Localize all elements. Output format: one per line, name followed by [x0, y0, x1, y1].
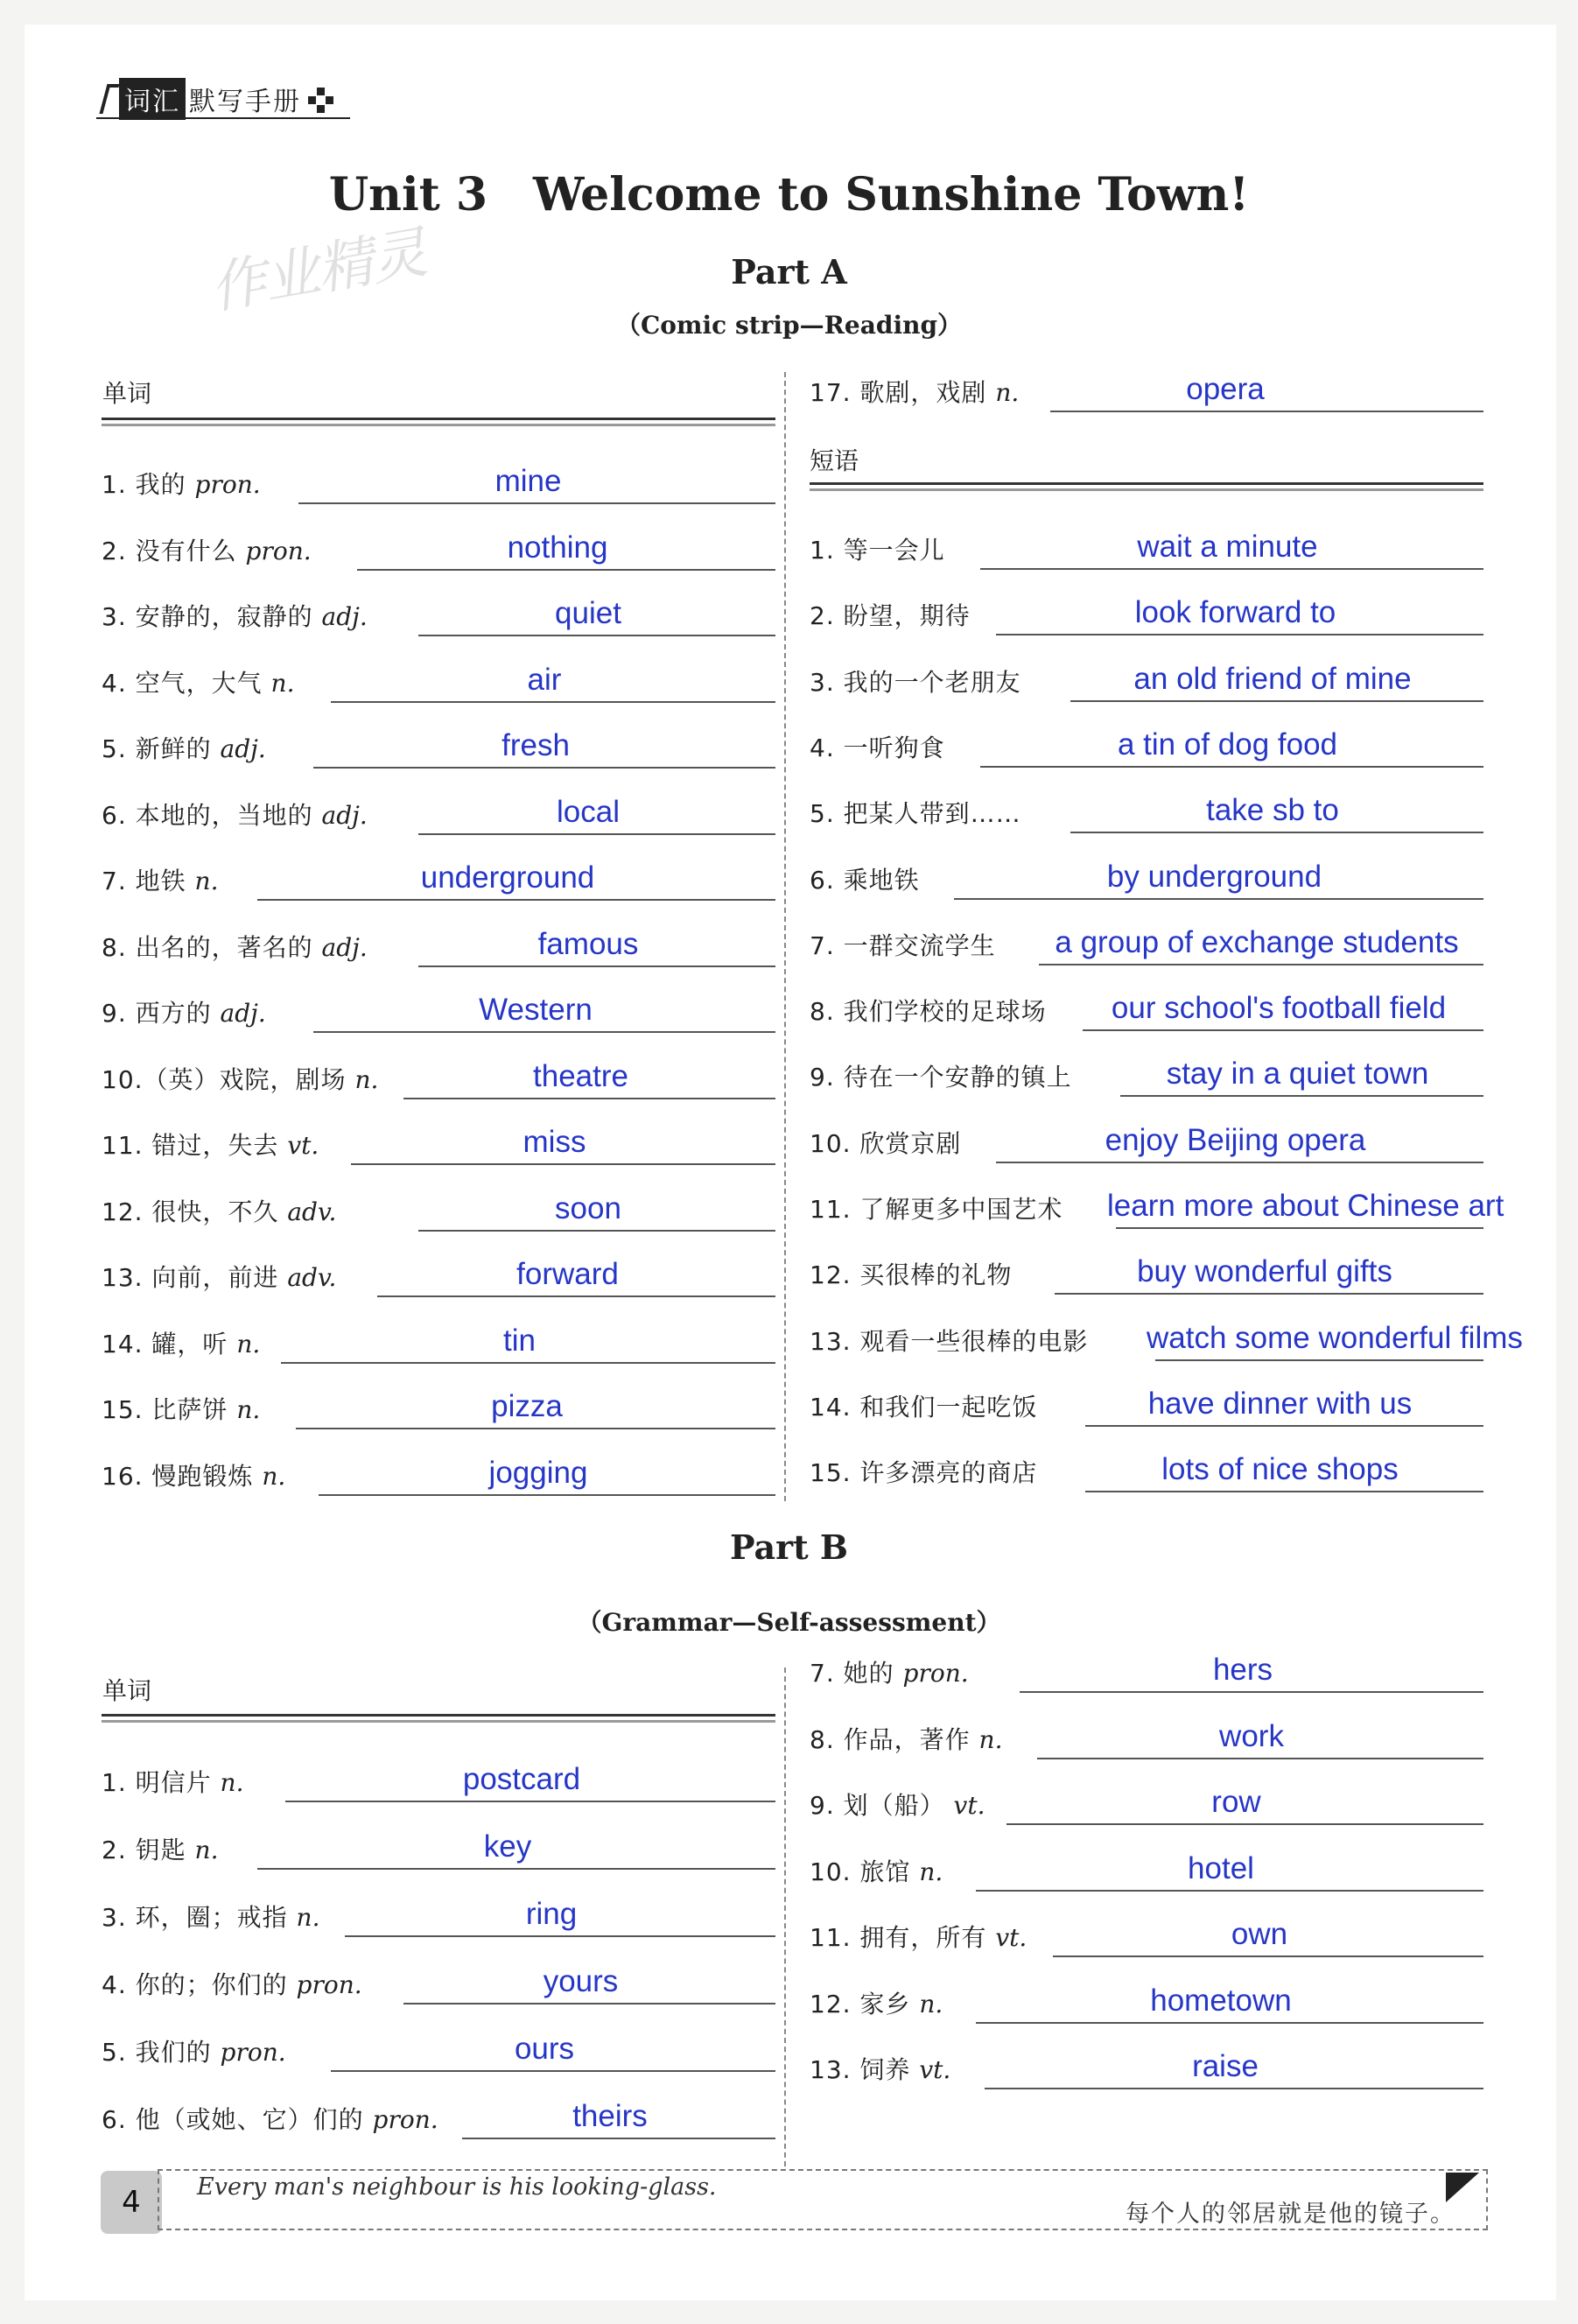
item-chinese: 1. 明信片 — [102, 1768, 221, 1797]
item-label — [102, 1391, 260, 1426]
handwritten-answer: tin — [503, 1323, 536, 1358]
part-of-speech: vt. — [953, 1791, 985, 1820]
item-label — [102, 1831, 218, 1866]
item-chinese: 7. 一群交流学生 — [810, 930, 996, 960]
word-item — [102, 1183, 775, 1235]
word-item — [102, 852, 775, 904]
word-item — [102, 1753, 775, 1806]
handwritten-answer: buy wonderful gifts — [1137, 1254, 1392, 1289]
handwritten-answer: have dinner with us — [1147, 1386, 1413, 1421]
handbook-badge — [103, 79, 336, 119]
answer-blank-line[interactable] — [1050, 411, 1483, 412]
footer-quote-english: Every man's neighbour is his looking-glass. — [197, 2173, 717, 2201]
word-item — [102, 720, 775, 772]
phrase-item — [810, 1180, 1504, 1232]
answer-blank-line[interactable] — [313, 767, 775, 769]
answer-blank-line[interactable] — [313, 1031, 775, 1033]
answer-blank-line[interactable] — [1083, 1029, 1483, 1031]
handwritten-answer: local — [557, 794, 620, 829]
item-label — [810, 1058, 1072, 1093]
word-item — [810, 2040, 1483, 2093]
item-chinese: 5. 新鲜的 — [102, 734, 221, 763]
item-chinese: 11. 了解更多中国艺术 — [810, 1195, 1063, 1224]
part-a-phrases-rule — [810, 482, 1483, 491]
item-label — [102, 2033, 286, 2068]
answer-blank-line[interactable] — [257, 899, 775, 901]
answer-blank-line[interactable] — [996, 634, 1483, 635]
word-item — [102, 1050, 775, 1103]
item-label — [810, 374, 1019, 409]
part-of-speech: n. — [919, 1989, 943, 2019]
item-chinese: 2. 盼望，期待 — [810, 601, 971, 631]
handwritten-answer: jogging — [488, 1455, 588, 1490]
answer-blank-line[interactable] — [331, 701, 775, 703]
handwritten-answer: watch some wonderful films — [1147, 1320, 1523, 1355]
answer-blank-line[interactable] — [976, 1890, 1483, 1892]
answer-blank-line[interactable] — [1037, 1758, 1483, 1759]
phrase-item — [810, 784, 1483, 837]
word-item — [102, 587, 775, 640]
item-label — [102, 1899, 319, 1934]
handwritten-answer: by underground — [1106, 859, 1322, 894]
item-label — [102, 1061, 378, 1096]
item-label — [102, 862, 218, 897]
phrase-item — [810, 1378, 1483, 1430]
item-label — [102, 664, 294, 699]
item-chinese: 4. 你的；你们的 — [102, 1970, 297, 1999]
answer-blank-line[interactable] — [281, 1362, 775, 1364]
answer-blank-line[interactable] — [1020, 1691, 1483, 1693]
handwritten-answer: learn more about Chinese art — [1107, 1189, 1504, 1223]
item-label — [810, 1125, 961, 1160]
answer-blank-line[interactable] — [319, 1494, 775, 1496]
item-label — [810, 1919, 1027, 1954]
part-of-speech: adj. — [321, 602, 368, 631]
part-of-speech: vt. — [995, 1923, 1027, 1952]
item-label — [810, 993, 1047, 1028]
handwritten-answer: raise — [1192, 2049, 1259, 2083]
item-label — [102, 1127, 319, 1162]
answer-blank-line[interactable] — [996, 1162, 1483, 1163]
answer-blank-line[interactable] — [1070, 832, 1483, 833]
page-number: 4 — [101, 2171, 162, 2234]
item-label — [102, 797, 368, 832]
item-chinese: 9. 待在一个安静的镇上 — [810, 1063, 1072, 1092]
part-of-speech: adv. — [287, 1197, 337, 1226]
answer-blank-line[interactable] — [403, 1098, 775, 1099]
item-label — [810, 1787, 985, 1822]
answer-blank-line[interactable] — [418, 635, 775, 636]
phrase-item — [810, 851, 1483, 903]
item-label — [102, 532, 312, 567]
item-chinese: 15. 比萨饼 — [102, 1395, 237, 1424]
item-chinese: 2. 没有什么 — [102, 536, 246, 565]
part-of-speech: n. — [220, 1768, 244, 1797]
word-item — [102, 2090, 775, 2143]
part-of-speech: pron. — [245, 536, 312, 565]
handwritten-answer: yours — [543, 1964, 619, 1998]
phrase-item — [810, 1048, 1483, 1100]
part-of-speech: pron. — [194, 470, 261, 499]
item-label — [810, 1853, 943, 1888]
part-of-speech: n. — [236, 1329, 261, 1359]
handwritten-answer: our school's football field — [1111, 991, 1447, 1026]
word-item — [102, 984, 775, 1036]
part-a-phrases-heading: 短语 — [810, 446, 859, 475]
handwritten-answer: key — [483, 1829, 532, 1864]
phrase-item — [810, 719, 1483, 771]
part-of-speech: n. — [354, 1064, 379, 1094]
word-item — [810, 1908, 1483, 1961]
handwritten-answer: row — [1211, 1785, 1261, 1819]
answer-blank-line[interactable] — [1055, 1293, 1483, 1295]
part-of-speech: n. — [236, 1395, 261, 1424]
item-label — [810, 531, 945, 566]
handwritten-answer: famous — [537, 926, 639, 961]
word-item — [102, 2023, 775, 2075]
answer-blank-line[interactable] — [1085, 1491, 1483, 1492]
part-of-speech: n. — [995, 378, 1020, 407]
badge-text: 默写手册 — [189, 87, 301, 117]
part-of-speech: vt. — [287, 1131, 319, 1160]
handwritten-answer: opera — [1186, 372, 1265, 406]
word-item — [810, 1975, 1483, 2027]
part-of-speech: adj. — [220, 734, 266, 763]
answer-blank-line[interactable] — [1116, 1227, 1483, 1229]
part-of-speech: pron. — [372, 2105, 438, 2134]
item-chinese: 4. 空气，大气 — [102, 668, 271, 698]
item-label — [810, 1454, 1037, 1489]
handwritten-answer: work — [1219, 1718, 1284, 1753]
watermark: 作业精灵 — [205, 220, 431, 322]
item-chinese: 1. 我的 — [102, 470, 195, 499]
answer-blank-line[interactable] — [985, 2088, 1483, 2089]
handwritten-answer: nothing — [507, 530, 608, 565]
item-chinese: 11. 拥有，所有 — [810, 1923, 996, 1952]
handwritten-answer: miss — [522, 1125, 586, 1159]
answer-blank-line[interactable] — [980, 568, 1483, 570]
item-chinese: 2. 钥匙 — [102, 1836, 195, 1864]
word-item — [102, 522, 775, 574]
answer-blank-line[interactable] — [357, 569, 775, 571]
part-of-speech: n. — [262, 1461, 286, 1491]
handwritten-answer: wait a minute — [1137, 530, 1318, 564]
answer-blank-line[interactable] — [1085, 1425, 1483, 1427]
word-item — [102, 1315, 775, 1367]
part-b-words-heading: 单词 — [102, 1676, 152, 1705]
part-of-speech: pron. — [296, 1970, 362, 1999]
answer-blank-line[interactable] — [285, 1801, 775, 1802]
answer-blank-line[interactable] — [418, 833, 775, 835]
item-label — [102, 466, 261, 501]
checker-icon — [306, 84, 336, 114]
handwritten-answer: fresh — [501, 728, 570, 762]
item-label — [102, 598, 368, 633]
word-item — [102, 918, 775, 971]
phrase-item — [810, 916, 1483, 969]
item-chinese: 6. 他（或她、它）们的 — [102, 2105, 373, 2134]
phrase-item — [810, 982, 1483, 1035]
item-label — [810, 1323, 1088, 1358]
item-label — [810, 1654, 969, 1689]
handwritten-answer: hometown — [1150, 1983, 1292, 2018]
item-chinese: 5. 我们的 — [102, 2038, 221, 2067]
answer-blank-line[interactable] — [1070, 700, 1483, 702]
item-label — [810, 1256, 1012, 1291]
item-chinese: 8. 出名的，著名的 — [102, 932, 322, 962]
footer-quote-chinese: 每个人的邻居就是他的镜子。 — [1126, 2201, 1455, 2228]
item-label — [810, 1985, 943, 2020]
handwritten-answer: lots of nice shops — [1161, 1452, 1399, 1487]
part-of-speech: pron. — [902, 1659, 969, 1688]
item-chinese: 15. 许多漂亮的商店 — [810, 1458, 1038, 1488]
word-item — [102, 1821, 775, 1873]
answer-blank-line[interactable] — [403, 2003, 775, 2005]
answer-blank-line[interactable] — [296, 1428, 775, 1429]
handwritten-answer: ours — [514, 2032, 575, 2066]
item-label — [102, 2101, 438, 2136]
phrase-item — [810, 1114, 1483, 1167]
answer-blank-line[interactable] — [1120, 1095, 1483, 1097]
word-item — [810, 1710, 1483, 1763]
part-b-subtitle: （Grammar—Self-assessment） — [577, 1608, 1001, 1637]
item-chinese: 3. 环，圈；戒指 — [102, 1903, 297, 1932]
handwritten-answer: enjoy Beijing opera — [1105, 1122, 1366, 1157]
item-label — [102, 1764, 243, 1799]
item-label — [810, 1190, 1063, 1225]
badge-underline — [96, 117, 350, 119]
handwritten-answer: theirs — [572, 2099, 648, 2133]
part-a-column-divider — [784, 372, 786, 1501]
word-item — [810, 1644, 1483, 1696]
item-label — [810, 861, 920, 896]
handwritten-answer: quiet — [555, 596, 621, 630]
item-chinese: 14. 和我们一起吃饭 — [810, 1392, 1038, 1422]
part-a-words-heading: 单词 — [102, 379, 152, 408]
word-item — [102, 1116, 775, 1169]
item-label — [810, 1721, 1002, 1756]
handwritten-answer: a group of exchange students — [1055, 924, 1459, 959]
item-label — [102, 1193, 336, 1228]
item-chinese: 13. 饲养 — [810, 2055, 920, 2084]
handwritten-answer: air — [527, 662, 562, 697]
word-item — [102, 1380, 775, 1433]
handwritten-answer: postcard — [462, 1762, 581, 1796]
handwritten-answer: Western — [479, 993, 593, 1027]
part-of-speech: n. — [194, 1836, 219, 1864]
item-chinese: 1. 等一会儿 — [810, 536, 945, 565]
item-label — [102, 1457, 285, 1492]
word-item — [102, 1955, 775, 2008]
item-chinese: 7. 她的 — [810, 1659, 903, 1688]
answer-blank-line[interactable] — [418, 965, 775, 967]
answer-blank-line[interactable] — [418, 1230, 775, 1232]
item-label — [102, 929, 368, 964]
word-item — [102, 1888, 775, 1941]
answer-blank-line[interactable] — [345, 1935, 775, 1937]
item-chinese: 10. 旅馆 — [810, 1857, 920, 1886]
part-b-title: Part B — [729, 1527, 849, 1567]
item-label — [102, 994, 266, 1029]
phrase-item — [810, 1443, 1483, 1496]
word-item — [810, 1843, 1483, 1895]
item-chinese: 10.（英）戏院，剧场 — [102, 1064, 355, 1094]
handwritten-answer: own — [1231, 1917, 1288, 1951]
word-item — [102, 654, 775, 706]
answer-blank-line[interactable] — [980, 766, 1483, 768]
item-label — [102, 1966, 362, 2001]
handwritten-answer: hotel — [1188, 1850, 1254, 1885]
handwritten-answer: mine — [494, 464, 562, 498]
handwritten-answer: an old friend of mine — [1133, 661, 1412, 696]
item-label — [810, 729, 945, 764]
item-label — [810, 597, 971, 632]
word-item — [810, 1776, 1483, 1829]
answer-blank-line[interactable] — [976, 2022, 1483, 2024]
phrase-item — [810, 1246, 1483, 1298]
part-b-words-rule — [102, 1714, 775, 1723]
item-chinese: 9. 划（船） — [810, 1791, 954, 1820]
item-label — [810, 927, 996, 962]
item-chinese: 17. 歌剧，戏剧 — [810, 378, 996, 407]
answer-blank-line[interactable] — [462, 2138, 775, 2139]
part-of-speech: n. — [296, 1903, 320, 1932]
answer-blank-line[interactable] — [1155, 1359, 1483, 1361]
badge-highlight: 词汇 — [119, 78, 186, 120]
answer-blank-line[interactable] — [331, 2070, 775, 2072]
item-chinese: 8. 我们学校的足球场 — [810, 997, 1047, 1027]
answer-blank-line[interactable] — [954, 898, 1483, 900]
word-item — [102, 455, 775, 508]
phrase-item — [810, 1312, 1523, 1365]
answer-blank-line[interactable] — [298, 502, 775, 504]
answer-blank-line[interactable] — [257, 1868, 775, 1870]
item-label — [810, 2051, 950, 2086]
handwritten-answer: look forward to — [1134, 595, 1336, 630]
item-chinese: 9. 西方的 — [102, 999, 221, 1028]
word-item — [102, 786, 775, 839]
item-label — [810, 663, 1021, 699]
handwritten-answer: underground — [420, 860, 595, 895]
part-of-speech: adj. — [220, 999, 266, 1028]
phrase-item — [810, 586, 1483, 639]
part-b-column-divider — [784, 1668, 786, 2166]
part-of-speech: n. — [919, 1857, 943, 1886]
unit-title: Unit 3 Welcome to Sunshine Town! — [328, 168, 1250, 221]
answer-blank-line[interactable] — [1006, 1823, 1483, 1825]
handwritten-answer: ring — [525, 1897, 578, 1931]
item-chinese: 8. 作品，著作 — [810, 1724, 979, 1754]
part-of-speech: n. — [978, 1724, 1003, 1754]
item-chinese: 5. 把某人带到…… — [810, 799, 1021, 829]
word-item — [810, 363, 1483, 416]
part-a-title: Part A — [731, 252, 847, 291]
item-chinese: 3. 我的一个老朋友 — [810, 667, 1021, 697]
handwritten-answer: forward — [516, 1257, 619, 1291]
item-chinese: 16. 慢跑锻炼 — [102, 1461, 263, 1491]
part-of-speech: adj. — [321, 800, 368, 830]
part-a-words-rule — [102, 418, 775, 426]
item-chinese: 3. 安静的，寂静的 — [102, 602, 322, 631]
item-chinese: 13. 向前，前进 — [102, 1263, 288, 1292]
item-chinese: 13. 观看一些很棒的电影 — [810, 1326, 1089, 1356]
handwritten-answer: a tin of dog food — [1117, 727, 1338, 762]
handwritten-answer: pizza — [491, 1389, 563, 1423]
answer-blank-line[interactable] — [1039, 964, 1483, 965]
phrase-item — [810, 521, 1483, 573]
handwritten-answer: theatre — [533, 1058, 628, 1093]
part-of-speech: n. — [194, 867, 219, 895]
item-chinese: 14. 罐，听 — [102, 1329, 237, 1359]
part-of-speech: n. — [270, 668, 295, 698]
part-of-speech: pron. — [220, 2038, 286, 2067]
item-label — [810, 795, 1021, 830]
item-chinese: 11. 错过，失去 — [102, 1131, 288, 1160]
phrase-item — [810, 653, 1483, 706]
item-chinese: 6. 本地的，当地的 — [102, 800, 322, 830]
part-a-subtitle: （Comic strip—Reading） — [615, 311, 963, 340]
item-chinese: 12. 买很棒的礼物 — [810, 1260, 1013, 1290]
item-chinese: 12. 家乡 — [810, 1989, 920, 2019]
word-item — [102, 1248, 775, 1301]
handwritten-answer: stay in a quiet town — [1166, 1057, 1429, 1092]
handwritten-answer: soon — [555, 1190, 621, 1225]
part-of-speech: vt. — [919, 2055, 951, 2084]
item-chinese: 10. 欣赏京剧 — [810, 1128, 962, 1158]
answer-blank-line[interactable] — [351, 1163, 775, 1165]
handwritten-answer: hers — [1212, 1653, 1273, 1687]
handwritten-answer: take sb to — [1206, 793, 1339, 828]
item-chinese: 6. 乘地铁 — [810, 865, 920, 895]
footer-corner-icon — [1446, 2173, 1479, 2202]
part-of-speech: adj. — [321, 932, 368, 962]
answer-blank-line[interactable] — [1053, 1955, 1483, 1957]
item-chinese: 12. 很快，不久 — [102, 1197, 288, 1226]
item-label — [102, 1259, 336, 1294]
item-label — [810, 1388, 1037, 1423]
item-label — [102, 730, 266, 765]
item-chinese: 4. 一听狗食 — [810, 733, 945, 762]
part-of-speech: adv. — [287, 1263, 337, 1292]
word-item — [102, 1447, 775, 1499]
item-chinese: 7. 地铁 — [102, 867, 195, 895]
item-label — [102, 1325, 260, 1360]
answer-blank-line[interactable] — [377, 1295, 775, 1297]
